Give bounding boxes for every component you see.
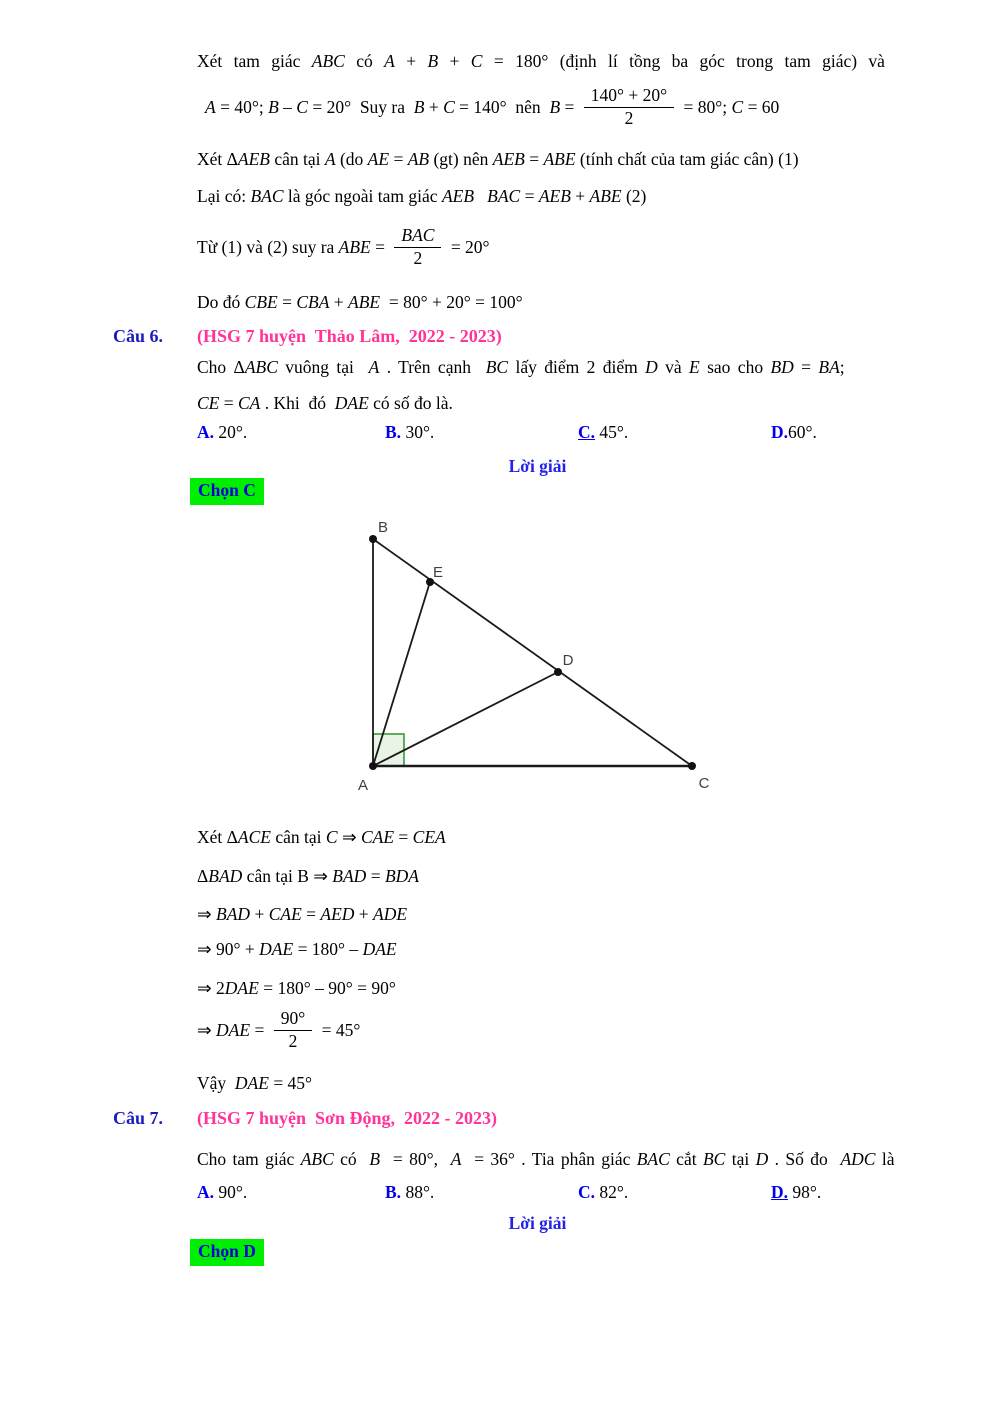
q6-solution-line-4: ⇒ 90° + DAE = 180° – DAE	[197, 939, 397, 959]
point-C	[688, 762, 696, 770]
q6-solution-line-6: ⇒ DAE = $\frac{90^\circ}{2}$ = 45°	[197, 1007, 361, 1051]
intro-line-2: A = 40°; B – C = 20° Suy ra B + C = 140° nên B = $\frac{140^\circ + 20^\circ}{2}$ = 80°; C = 60	[205, 84, 780, 128]
option-d-value: 98°.	[788, 1182, 822, 1202]
point-B	[369, 535, 377, 543]
intro-line-1: Xét tam giác ABC có A + B + C = 180° (định lí tồng ba góc trong tam giác) và	[197, 51, 885, 71]
option-c-value: 45°.	[595, 422, 629, 442]
option-c-value: 82°.	[595, 1182, 629, 1202]
option-a-letter: A.	[197, 422, 215, 442]
option-a-letter: A.	[197, 1182, 215, 1202]
point-label-A: A	[357, 777, 369, 794]
intro-line-3: Xét ΔAEB cân tại A (do AE = AB (gt) nên AEB = ABE (tính chất của tam giác cân) (1)	[197, 149, 799, 169]
q6-solution-line-7: Vậy DAE = 45°	[197, 1073, 313, 1093]
q6-solution-line-3: ⇒ BAD + CAE = AED + ADE	[197, 904, 408, 924]
question-6-label: Câu 6.	[113, 326, 164, 346]
option-a	[197, 1181, 247, 1204]
q6-solution-line-2: ΔBAD cân tại B ⇒ BAD = BDA	[197, 866, 419, 886]
option-b-letter: B.	[385, 1182, 402, 1202]
option-b	[385, 421, 434, 444]
option-c	[578, 421, 628, 444]
point-label-B: B	[377, 519, 389, 536]
option-d-letter: D.	[771, 1182, 789, 1202]
choice-q6-text: Chọn C	[190, 478, 264, 505]
fraction: $\frac{140^\circ + 20^\circ}{2}$	[584, 86, 674, 129]
solution-header-q6: Lời giải	[508, 456, 567, 476]
segment-AD	[373, 672, 558, 766]
option-d	[771, 421, 817, 444]
solution-header-q7: Lời giải	[508, 1213, 567, 1233]
option-d	[771, 1181, 821, 1204]
point-label-C: C	[698, 775, 710, 792]
option-b-letter: B.	[385, 422, 402, 442]
question-6-body-1: Cho ΔABC vuông tại A . Trên cạnh BC lấy điểm 2 điểm D và E sao cho BD = BA;	[197, 357, 845, 377]
point-D	[554, 668, 562, 676]
option-a	[197, 421, 247, 444]
question-7-label: Câu 7.	[113, 1108, 164, 1128]
question-6-source: (HSG 7 huyện Thảo Lâm, 2022 - 2023)	[197, 326, 502, 346]
intro-line-4: Lại có: BAC là góc ngoài tam giác AEB BAC = AEB + ABE (2)	[197, 186, 647, 206]
option-d-letter: D.	[771, 422, 789, 442]
question-7-body-1: Cho tam giác ABC có B = 80°, A = 36° . Tia phân giác BAC cắt BC tại D . Số đo ADC là	[197, 1149, 895, 1169]
choice-q6	[190, 478, 264, 505]
q6-solution-line-5: ⇒ 2DAE = 180° – 90° = 90°	[197, 978, 396, 998]
option-b-value: 30°.	[401, 422, 435, 442]
fraction: $\frac{\text{BAC}}{2}$	[394, 226, 441, 269]
option-d-value: 60°.	[788, 422, 817, 442]
segment-BC	[373, 539, 692, 766]
question-6-body-2: CE = CA . Khi đó DAE có số đo là.	[197, 393, 453, 413]
choice-q7-text: Chọn D	[190, 1239, 264, 1266]
option-b-value: 88°.	[401, 1182, 435, 1202]
point-A	[369, 762, 377, 770]
intro-line-5: Từ (1) và (2) suy ra ABE = $\frac{\text{BAC}}{2}$ = 20°	[197, 224, 490, 268]
option-a-value: 90°.	[214, 1182, 248, 1202]
intro-line-6: Do đó CBE = CBA + ABE = 80° + 20° = 100°	[197, 292, 523, 312]
option-c-letter: C.	[578, 1182, 596, 1202]
question-7-source: (HSG 7 huyện Sơn Động, 2022 - 2023)	[197, 1108, 498, 1128]
option-b	[385, 1181, 434, 1204]
option-c-letter: C.	[578, 422, 596, 442]
option-c	[578, 1181, 628, 1204]
choice-q7	[190, 1239, 264, 1266]
q6-solution-line-1: Xét ΔACE cân tại C ⇒ CAE = CEA	[197, 827, 446, 847]
option-a-value: 20°.	[214, 422, 248, 442]
triangle-diagram	[340, 510, 720, 802]
point-label-D: D	[562, 652, 574, 669]
fraction: $\frac{90^\circ}{2}$	[274, 1009, 313, 1052]
point-label-E: E	[432, 564, 444, 581]
